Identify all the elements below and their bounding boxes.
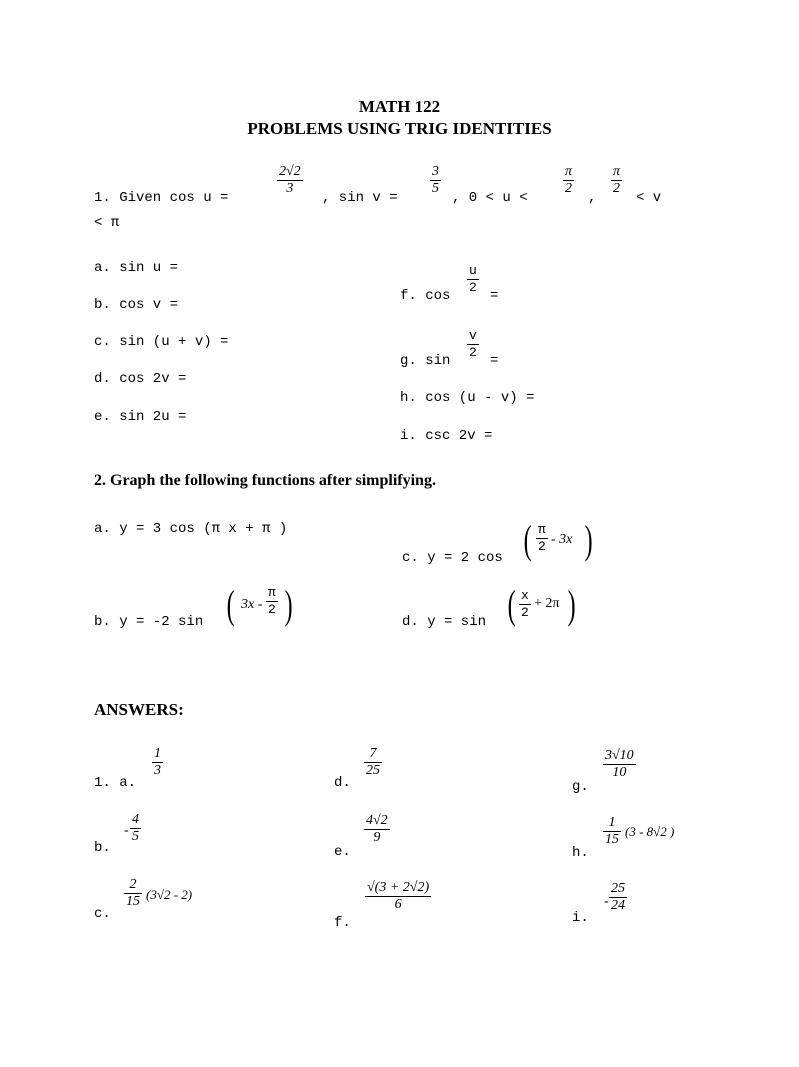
fraction-numerator: u bbox=[469, 263, 477, 278]
fraction-denominator: 15 bbox=[126, 894, 140, 909]
x-over-2-fraction bbox=[519, 588, 531, 621]
left-paren: ( bbox=[523, 517, 532, 562]
problem2-heading: 2. Graph the following functions after simplifying. bbox=[94, 472, 436, 489]
answer-b-fraction bbox=[130, 812, 141, 845]
part-f-prefix: f. cos bbox=[400, 288, 451, 304]
fraction-numerator: π bbox=[565, 164, 573, 179]
problem2-b-prefix: b. y = -2 sin bbox=[94, 614, 204, 630]
part-e: e. sin 2u = bbox=[94, 409, 187, 425]
part-g-prefix: g. sin bbox=[400, 353, 451, 369]
problem1-sep4: < v bbox=[636, 190, 662, 206]
pi-over-2-fraction bbox=[536, 522, 548, 555]
fraction-denominator: 2 bbox=[268, 602, 276, 617]
problem2-c-inner: - 3x bbox=[551, 532, 573, 547]
page-title: PROBLEMS USING TRIG IDENTITIES bbox=[247, 119, 552, 138]
u-bound-fraction bbox=[563, 164, 574, 197]
fraction-denominator: 2 bbox=[521, 605, 529, 620]
fraction-denominator: 15 bbox=[605, 832, 619, 847]
u-over-2-fraction bbox=[467, 263, 479, 296]
answer-label-c: c. bbox=[94, 906, 111, 922]
problem2-d-inner: + 2π bbox=[534, 596, 560, 611]
negative-sign: - bbox=[124, 823, 129, 838]
answer-h-fraction bbox=[603, 815, 621, 848]
fraction-numerator: v bbox=[469, 328, 477, 343]
answer-c-fraction bbox=[124, 877, 142, 910]
answer-label-d: d. bbox=[334, 775, 351, 791]
right-paren: ) bbox=[584, 517, 593, 562]
answer-label-f: f. bbox=[334, 915, 351, 931]
fraction-denominator: 2 bbox=[565, 181, 572, 196]
problem2-b-inner: 3x - bbox=[241, 597, 263, 612]
problem1-line2: < π bbox=[94, 215, 120, 231]
answer-d-fraction bbox=[364, 746, 382, 779]
cos-u-fraction bbox=[277, 164, 303, 197]
fraction-numerator: x bbox=[521, 588, 529, 603]
negative-sign: - bbox=[604, 894, 609, 909]
part-h: h. cos (u - v) = bbox=[400, 390, 535, 406]
fraction-numerator: 25 bbox=[611, 881, 625, 896]
problem2-d-prefix: d. y = sin bbox=[402, 614, 487, 630]
fraction-numerator: 2√2 bbox=[279, 164, 301, 179]
fraction-numerator: 4 bbox=[132, 812, 139, 827]
answer-i-fraction bbox=[609, 881, 627, 914]
answer-a-fraction bbox=[152, 746, 163, 779]
fraction-numerator: π bbox=[268, 585, 276, 600]
problem1-sep2: , 0 < u < bbox=[452, 190, 528, 206]
fraction-numerator: 1 bbox=[154, 746, 161, 761]
fraction-denominator: 3 bbox=[286, 181, 294, 196]
course-title: MATH 122 bbox=[358, 97, 441, 116]
answer-g-fraction bbox=[603, 748, 636, 781]
fraction-numerator: 3 bbox=[432, 164, 439, 179]
fraction-denominator: 25 bbox=[366, 763, 380, 778]
fraction-denominator: 2 bbox=[469, 345, 477, 360]
answers-heading: ANSWERS: bbox=[94, 700, 184, 719]
fraction-numerator: 4√2 bbox=[366, 813, 388, 828]
v-over-2-fraction bbox=[467, 328, 479, 361]
fraction-denominator: 5 bbox=[132, 829, 139, 844]
v-bound-fraction bbox=[611, 164, 622, 197]
fraction-denominator: 24 bbox=[611, 898, 625, 913]
answer-label-e: e. bbox=[334, 844, 351, 860]
fraction-denominator: 2 bbox=[538, 539, 546, 554]
fraction-numerator: √(3 + 2√2) bbox=[367, 880, 430, 895]
fraction-denominator: 2 bbox=[613, 181, 620, 196]
right-paren: ) bbox=[284, 582, 293, 627]
part-d: d. cos 2v = bbox=[94, 371, 187, 387]
fraction-denominator: 5 bbox=[432, 181, 439, 196]
answer-label-h: h. bbox=[572, 845, 589, 861]
part-b: b. cos v = bbox=[94, 297, 179, 313]
answer-c-factor: (3√2 - 2) bbox=[146, 887, 193, 902]
answer-h-factor: (3 - 8√2 ) bbox=[625, 824, 675, 839]
problem1-sep3: , bbox=[588, 190, 597, 206]
problem1-intro: 1. Given cos u = bbox=[94, 190, 229, 206]
answer-label-g: g. bbox=[572, 779, 589, 795]
part-i: i. csc 2v = bbox=[400, 428, 493, 444]
fraction-denominator: 3 bbox=[154, 763, 161, 778]
part-c: c. sin (u + v) = bbox=[94, 334, 229, 350]
fraction-numerator: 2 bbox=[129, 877, 137, 892]
fraction-numerator: 7 bbox=[369, 746, 377, 761]
left-paren: ( bbox=[507, 582, 516, 627]
part-f-suffix: = bbox=[490, 288, 499, 304]
fraction-numerator: 3√10 bbox=[605, 748, 634, 763]
fraction-denominator: 10 bbox=[612, 765, 627, 780]
fraction-numerator: π bbox=[613, 164, 621, 179]
answer-f-fraction bbox=[365, 880, 431, 913]
problem1-sep1: , sin v = bbox=[322, 190, 398, 206]
fraction-denominator: 9 bbox=[373, 830, 381, 845]
answer-label-i: i. bbox=[572, 910, 589, 926]
fraction-denominator: 6 bbox=[394, 897, 402, 912]
problem2-c-prefix: c. y = 2 cos bbox=[402, 550, 503, 566]
left-paren: ( bbox=[226, 582, 235, 627]
fraction-numerator: 1 bbox=[608, 815, 616, 830]
fraction-numerator: π bbox=[538, 522, 546, 537]
part-a: a. sin u = bbox=[94, 260, 179, 276]
answer-label-a: 1. a. bbox=[94, 775, 137, 791]
pi-over-2-fraction bbox=[266, 585, 278, 618]
sin-v-fraction bbox=[430, 164, 441, 197]
part-g-suffix: = bbox=[490, 353, 499, 369]
answer-label-b: b. bbox=[94, 840, 111, 856]
fraction-denominator: 2 bbox=[469, 280, 477, 295]
right-paren: ) bbox=[567, 582, 576, 627]
problem2-a: a. y = 3 cos (π x + π ) bbox=[94, 521, 288, 537]
answer-e-fraction bbox=[364, 813, 390, 846]
